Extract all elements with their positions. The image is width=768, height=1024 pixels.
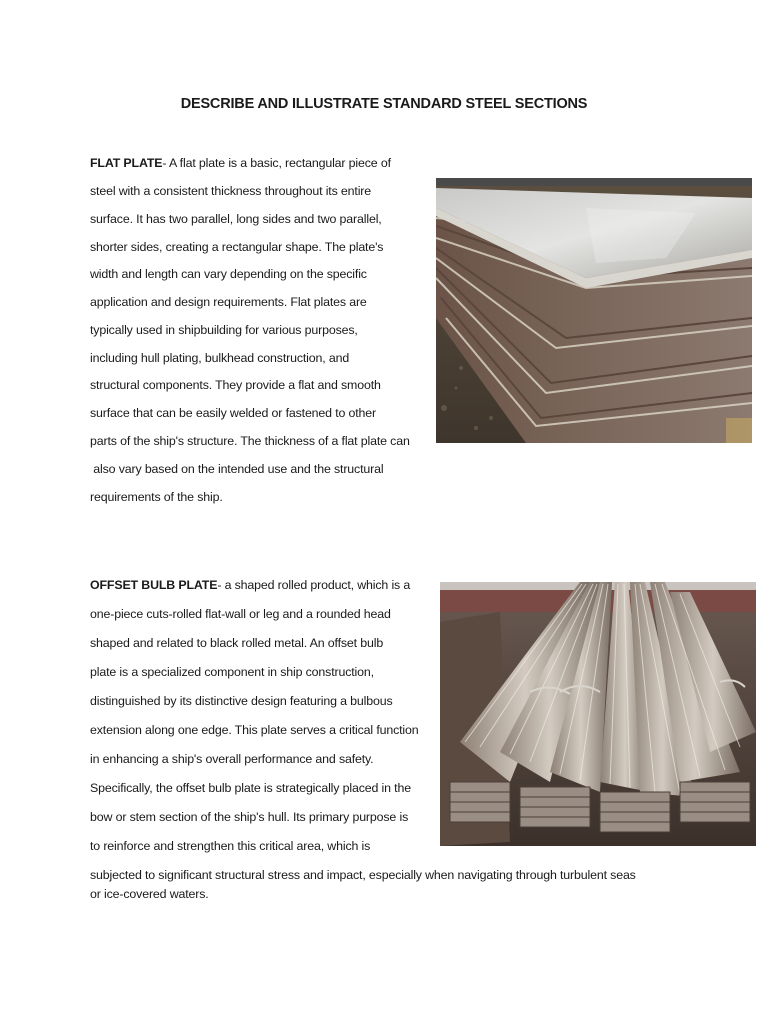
paragraph-line: including hull plating, bulkhead construction, and <box>90 351 350 365</box>
paragraph-line: surface that can be easily welded or fastened to other <box>90 406 377 420</box>
paragraph-line: in enhancing a ship's overall performance and safety. <box>90 752 374 766</box>
flat-plate-paragraph <box>90 156 430 516</box>
paragraph-line: or ice-covered waters. <box>90 887 209 901</box>
offset-bulb-plate-heading: OFFSET BULB PLATE <box>90 578 218 592</box>
paragraph-line: shaped and related to black rolled metal. An offset bulb <box>90 636 384 650</box>
paragraph-line: steel with a consistent thickness throughout its entire <box>90 184 372 198</box>
paragraph-line: requirements of the ship. <box>90 490 223 504</box>
paragraph-line: width and length can vary depending on the specific <box>90 267 367 281</box>
paragraph-line: one-piece cuts-rolled flat-wall or leg and a rounded head <box>90 607 391 621</box>
paragraph-line: - A flat plate is a basic, rectangular piece of <box>162 156 391 170</box>
flat-plate-photo <box>436 178 752 443</box>
paragraph-line: extension along one edge. This plate serves a critical function <box>90 723 419 737</box>
paragraph-line: bow or stem section of the ship's hull. Its primary purpose is <box>90 810 409 824</box>
paragraph-line: - a shaped rolled product, which is a <box>217 578 411 592</box>
paragraph-line: Specifically, the offset bulb plate is strategically placed in the <box>90 781 411 795</box>
paragraph-line: to reinforce and strengthen this critical area, which is <box>90 839 371 853</box>
paragraph-line: application and design requirements. Flat plates are <box>90 295 367 309</box>
page-title: DESCRIBE AND ILLUSTRATE STANDARD STEEL SECTIONS <box>180 96 588 112</box>
paragraph-line: surface. It has two parallel, long sides and two parallel, <box>90 212 382 226</box>
paragraph-line: structural components. They provide a flat and smooth <box>90 378 381 392</box>
paragraph-line: distinguished by its distinctive design featuring a bulbous <box>90 694 393 708</box>
paragraph-line: plate is a specialized component in ship construction, <box>90 665 374 679</box>
paragraph-line: subjected to significant structural stress and impact, especially when navigating through turbulent seas <box>90 868 636 882</box>
paragraph-line: typically used in shipbuilding for various purposes, <box>90 323 358 337</box>
flat-plate-heading: FLAT PLATE <box>90 156 163 170</box>
paragraph-line: parts of the ship's structure. The thickness of a flat plate can <box>90 434 410 448</box>
paragraph-line: shorter sides, creating a rectangular shape. The plate's <box>90 240 384 254</box>
offset-bulb-plate-photo <box>440 582 756 846</box>
paragraph-line: also vary based on the intended use and the structural <box>90 462 384 476</box>
